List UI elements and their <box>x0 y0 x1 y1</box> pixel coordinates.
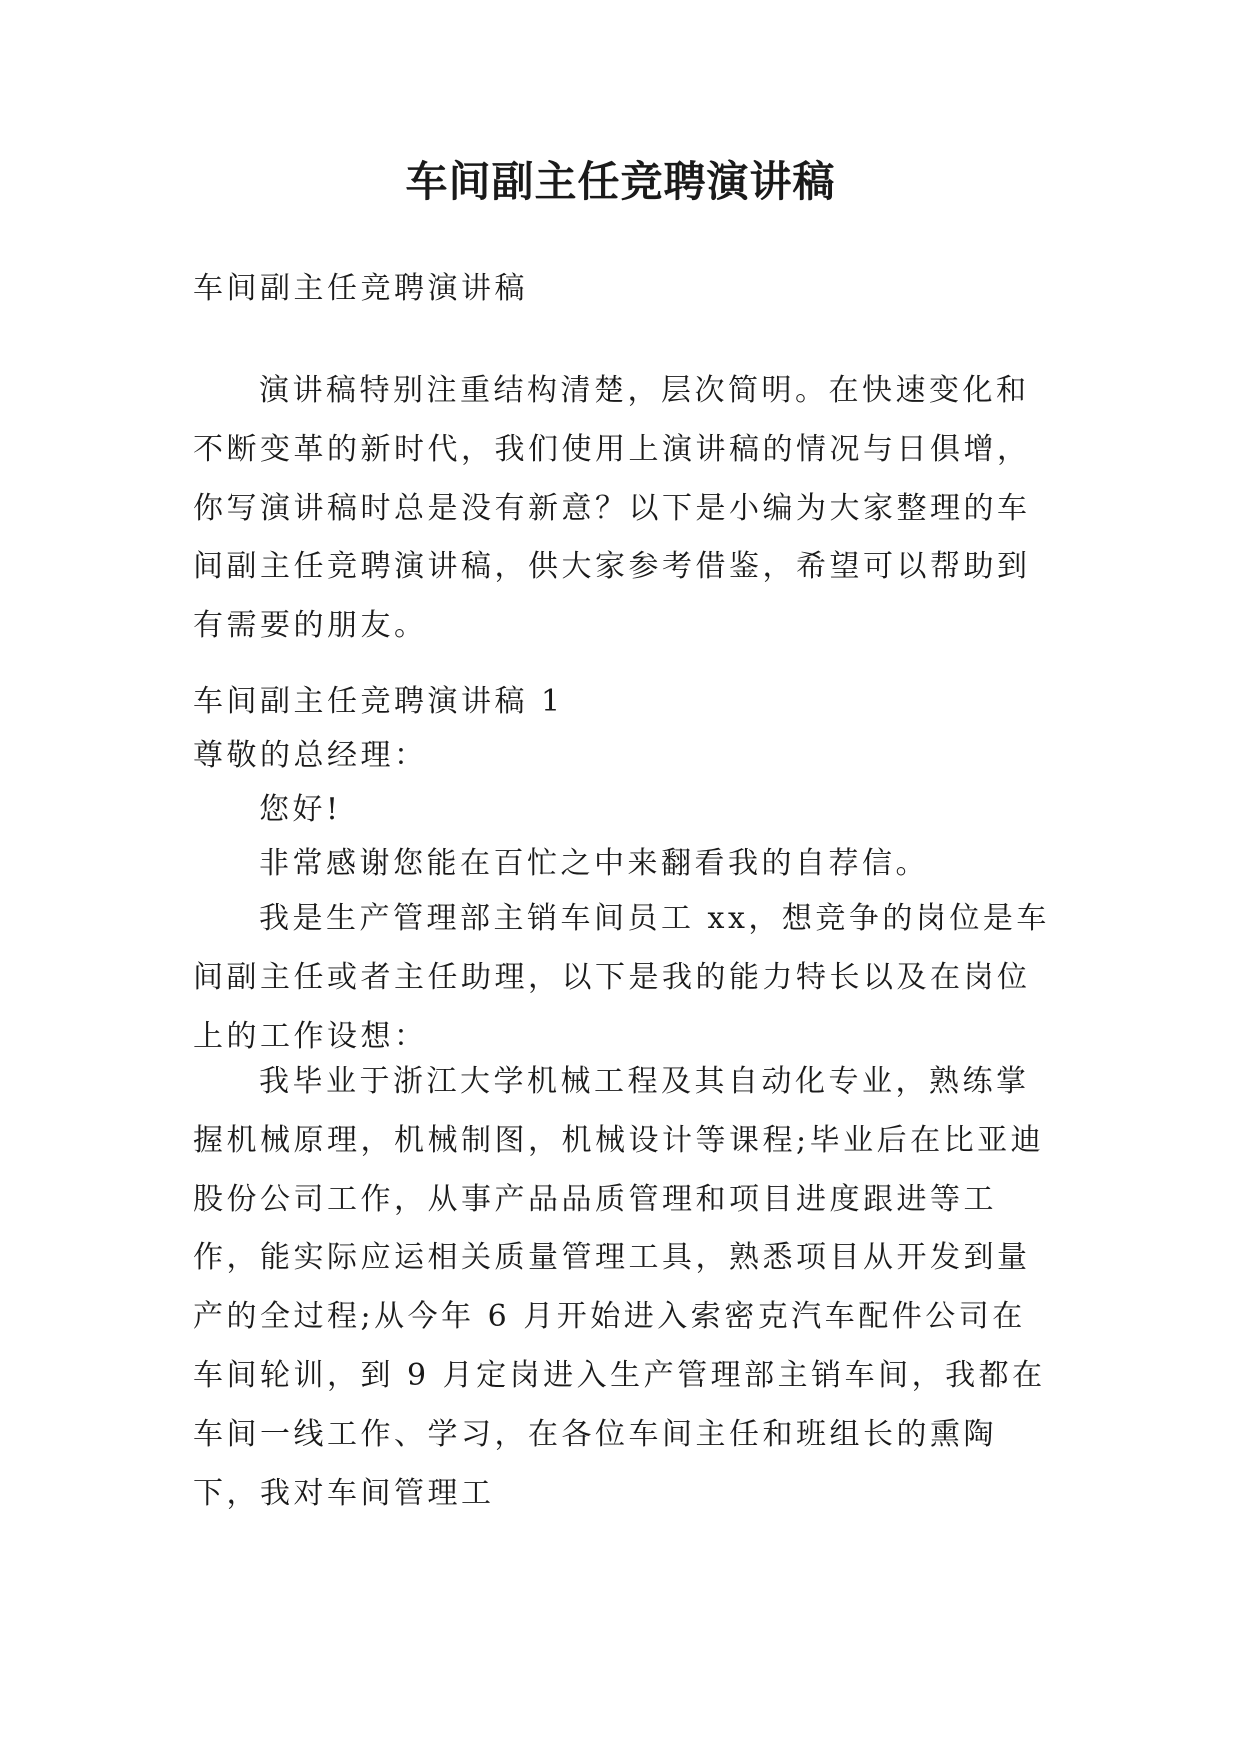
section-heading: 车间副主任竞聘演讲稿 1 <box>193 684 564 719</box>
document-title: 车间副主任竞聘演讲稿 <box>405 157 836 206</box>
document-subtitle: 车间副主任竞聘演讲稿 <box>193 271 528 306</box>
body-paragraph: 非常感谢您能在百忙之中来翻看我的自荐信。 <box>259 846 929 881</box>
body-paragraph: 我毕业于浙江大学机械工程及其自动化专业，熟练掌握机械原理，机械制图，机械设计等课程;毕业后在比亚迪股份公司工作，从事产品品质管理和项目进度跟进等工作，能实际应运相关质量管理工具，熟悉项目从开发到量产的全过程;从今年 6 月开始进入索密克汽车配件公司在车间轮训，到 9 月定岗进入生产管理部主销车间，我都在车间一线工作、学习，在各位车间主任和班组长的熏陶下，我对车间管理工 <box>193 1064 1046 1511</box>
salutation: 尊敬的总经理： <box>193 738 428 773</box>
greeting: 您好! <box>259 792 342 827</box>
body-paragraph: 我是生产管理部主销车间员工 xx，想竞争的岗位是车间副主任或者主任助理，以下是我的能力特长以及在岗位上的工作设想： <box>193 901 1050 1054</box>
intro-paragraph: 演讲稿特别注重结构清楚，层次简明。在快速变化和不断变革的新时代，我们使用上演讲稿的情况与日俱增，你写演讲稿时总是没有新意？以下是小编为大家整理的车间副主任竞聘演讲稿，供大家参考借鉴，希望可以帮助到有需要的朋友。 <box>193 373 1031 644</box>
